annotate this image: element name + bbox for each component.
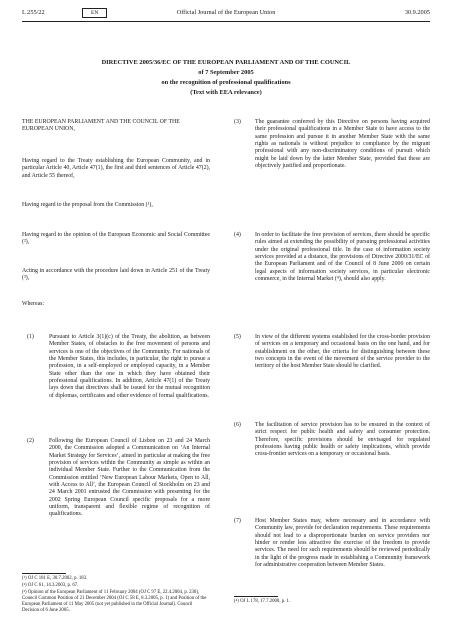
recital-number: (3)	[234, 119, 241, 125]
page-number: L 255/22	[22, 9, 45, 16]
directive-subject: on the recognition of professional qualifications	[161, 79, 291, 86]
whereas-heading: Whereas:	[22, 301, 45, 307]
journal-title: Official Journal of the European Union	[176, 9, 276, 16]
footnote: (²) OJ C 61, 14.3.2003, p. 67.	[22, 583, 79, 588]
recital-number: (5)	[234, 334, 241, 340]
legal-basis-treaty: Having regard to the Treaty establishing the European Community, and in particular Article 40, Article 47(1), the first and third sentences of Article 47(2), and Article 55 thereof,	[22, 158, 210, 179]
directive-date: of 7 September 2005	[198, 69, 254, 76]
recital-text: Following the European Council of Lisbon on 23 and 24 March 2000, the Commission adopted a Communication on ‘An Internal Market Strategy for Services’, aimed in particular at making the free provision of services within the Community as simple as within an individual Member State. Further to the Communication from the Commission entitled ‘New European Labour Markets, Open to All, with Access to All’, the European Council of Stockholm on 23 and 24 March 2001 entrusted the Commission with presenting for the 2002 Spring European Council specific proposals for a more uniform, transparent and flexible regime of recognition of qualifications.	[49, 438, 210, 518]
footnote: (¹) OJ C 181 E, 30.7.2002, p. 183.	[22, 576, 88, 581]
recital-number: (1)	[27, 334, 34, 340]
recital-text: In view of the different systems established for the cross-border provision of services on a temporary and occasional basis on the one hand, and for establishment on the other, the criteria for distinguishing between these two concepts in the event of the movement of the service provider to the territory of the host Member State should be clarified.	[255, 334, 430, 370]
legal-basis-opinion: Having regard to the opinion of the European Economic and Social Committee (²),	[22, 232, 210, 246]
recital-number: (4)	[234, 232, 241, 238]
page-header	[22, 9, 430, 21]
recital-text: The guarantee conferred by this Directive on persons having acquired their professional qualifications in a Member State to have access to the same profession and pursue it in another Member State with the same rights as nationals is without prejudice to compliance by the migrant professional with any non-discriminatory conditions of pursuit which might be laid down by the latter Member State, provided that these are objectively justified and proportionate.	[255, 119, 430, 170]
recital-number: (7)	[234, 518, 241, 524]
recital-text: The facilitation of service provision has to be ensured in the context of strict respect for public health and safety and consumer protection. Therefore, specific provisions should be envisaged for regulated professions having public health or safety implications, which provide cross-frontier services on a temporary or occasional basis.	[255, 422, 430, 458]
legal-basis-proposal: Having regard to the proposal from the Commission (¹),	[22, 202, 153, 208]
legal-basis-procedure: Acting in accordance with the procedure laid down in Article 251 of the Treaty (³),	[22, 268, 210, 282]
language-badge: EN	[82, 8, 107, 18]
eea-relevance: (Text with EEA relevance)	[190, 89, 262, 96]
directive-title: DIRECTIVE 2005/36/EC OF THE EUROPEAN PARLIAMENT AND OF THE COUNCIL	[101, 59, 351, 66]
footnote: (⁴) OJ L 178, 17.7.2000, p. 1.	[234, 599, 291, 604]
recital-number: (6)	[234, 422, 241, 428]
footnote-rule	[22, 573, 66, 574]
header-rule	[22, 21, 430, 22]
recital-number: (2)	[27, 438, 34, 444]
preamble-intro: THE EUROPEAN PARLIAMENT AND THE COUNCIL OF THE EUROPEAN UNION,	[22, 119, 180, 133]
publication-date: 30.9.2005	[404, 9, 430, 16]
footnote: (³) Opinion of the European Parliament of 11 February 2004 (OJ C 97 E, 22.4.2004, p. 230), Council Common Position of 21 December 2004 (OJ C 58 E, 8.3.2005, p. 1) and Position of the European Parliament of 11 May 2005 (not yet published in the Official Journal). Council Decision of 6 June 2005.	[22, 590, 207, 614]
recital-text: Host Member States may, where necessary and in accordance with Community law, provide for declaration requirements. These requirements should not lead to a disproportionate burden on service providers nor hinder or render less attractive the exercise of the freedom to provide services. The need for such requirements should be reviewed periodically in the light of the progress made in establishing a Community framework for administrative cooperation between Member States.	[255, 518, 430, 569]
recital-text: In order to facilitate the free provision of services, there should be specific rules aimed at extending the possibility of pursuing professional activities under the original professional title. In the case of information society services provided at a distance, the provisions of Directive 2000/31/EC of the European Parliament and of the Council of 8 June 2000 on certain legal aspects of information society services, in particular electronic commerce, in the Internal Market (⁴), should also apply.	[255, 232, 430, 283]
recital-text: Pursuant to Article 3(1)(c) of the Treaty, the abolition, as between Member States, of obstacles to the free movement of persons and services is one of the objectives of the Community. For nationals of the Member States, this includes, in particular, the right to pursue a profession, in a self-employed or employed capacity, in a Member State other than the one in which they have obtained their professional qualifications. In addition, Article 47(1) of the Treaty lays down that directives shall be issued for the mutual recognition of diplomas, certificates and other evidence of formal qualifications.	[49, 334, 210, 399]
footnote-rule	[234, 596, 278, 597]
